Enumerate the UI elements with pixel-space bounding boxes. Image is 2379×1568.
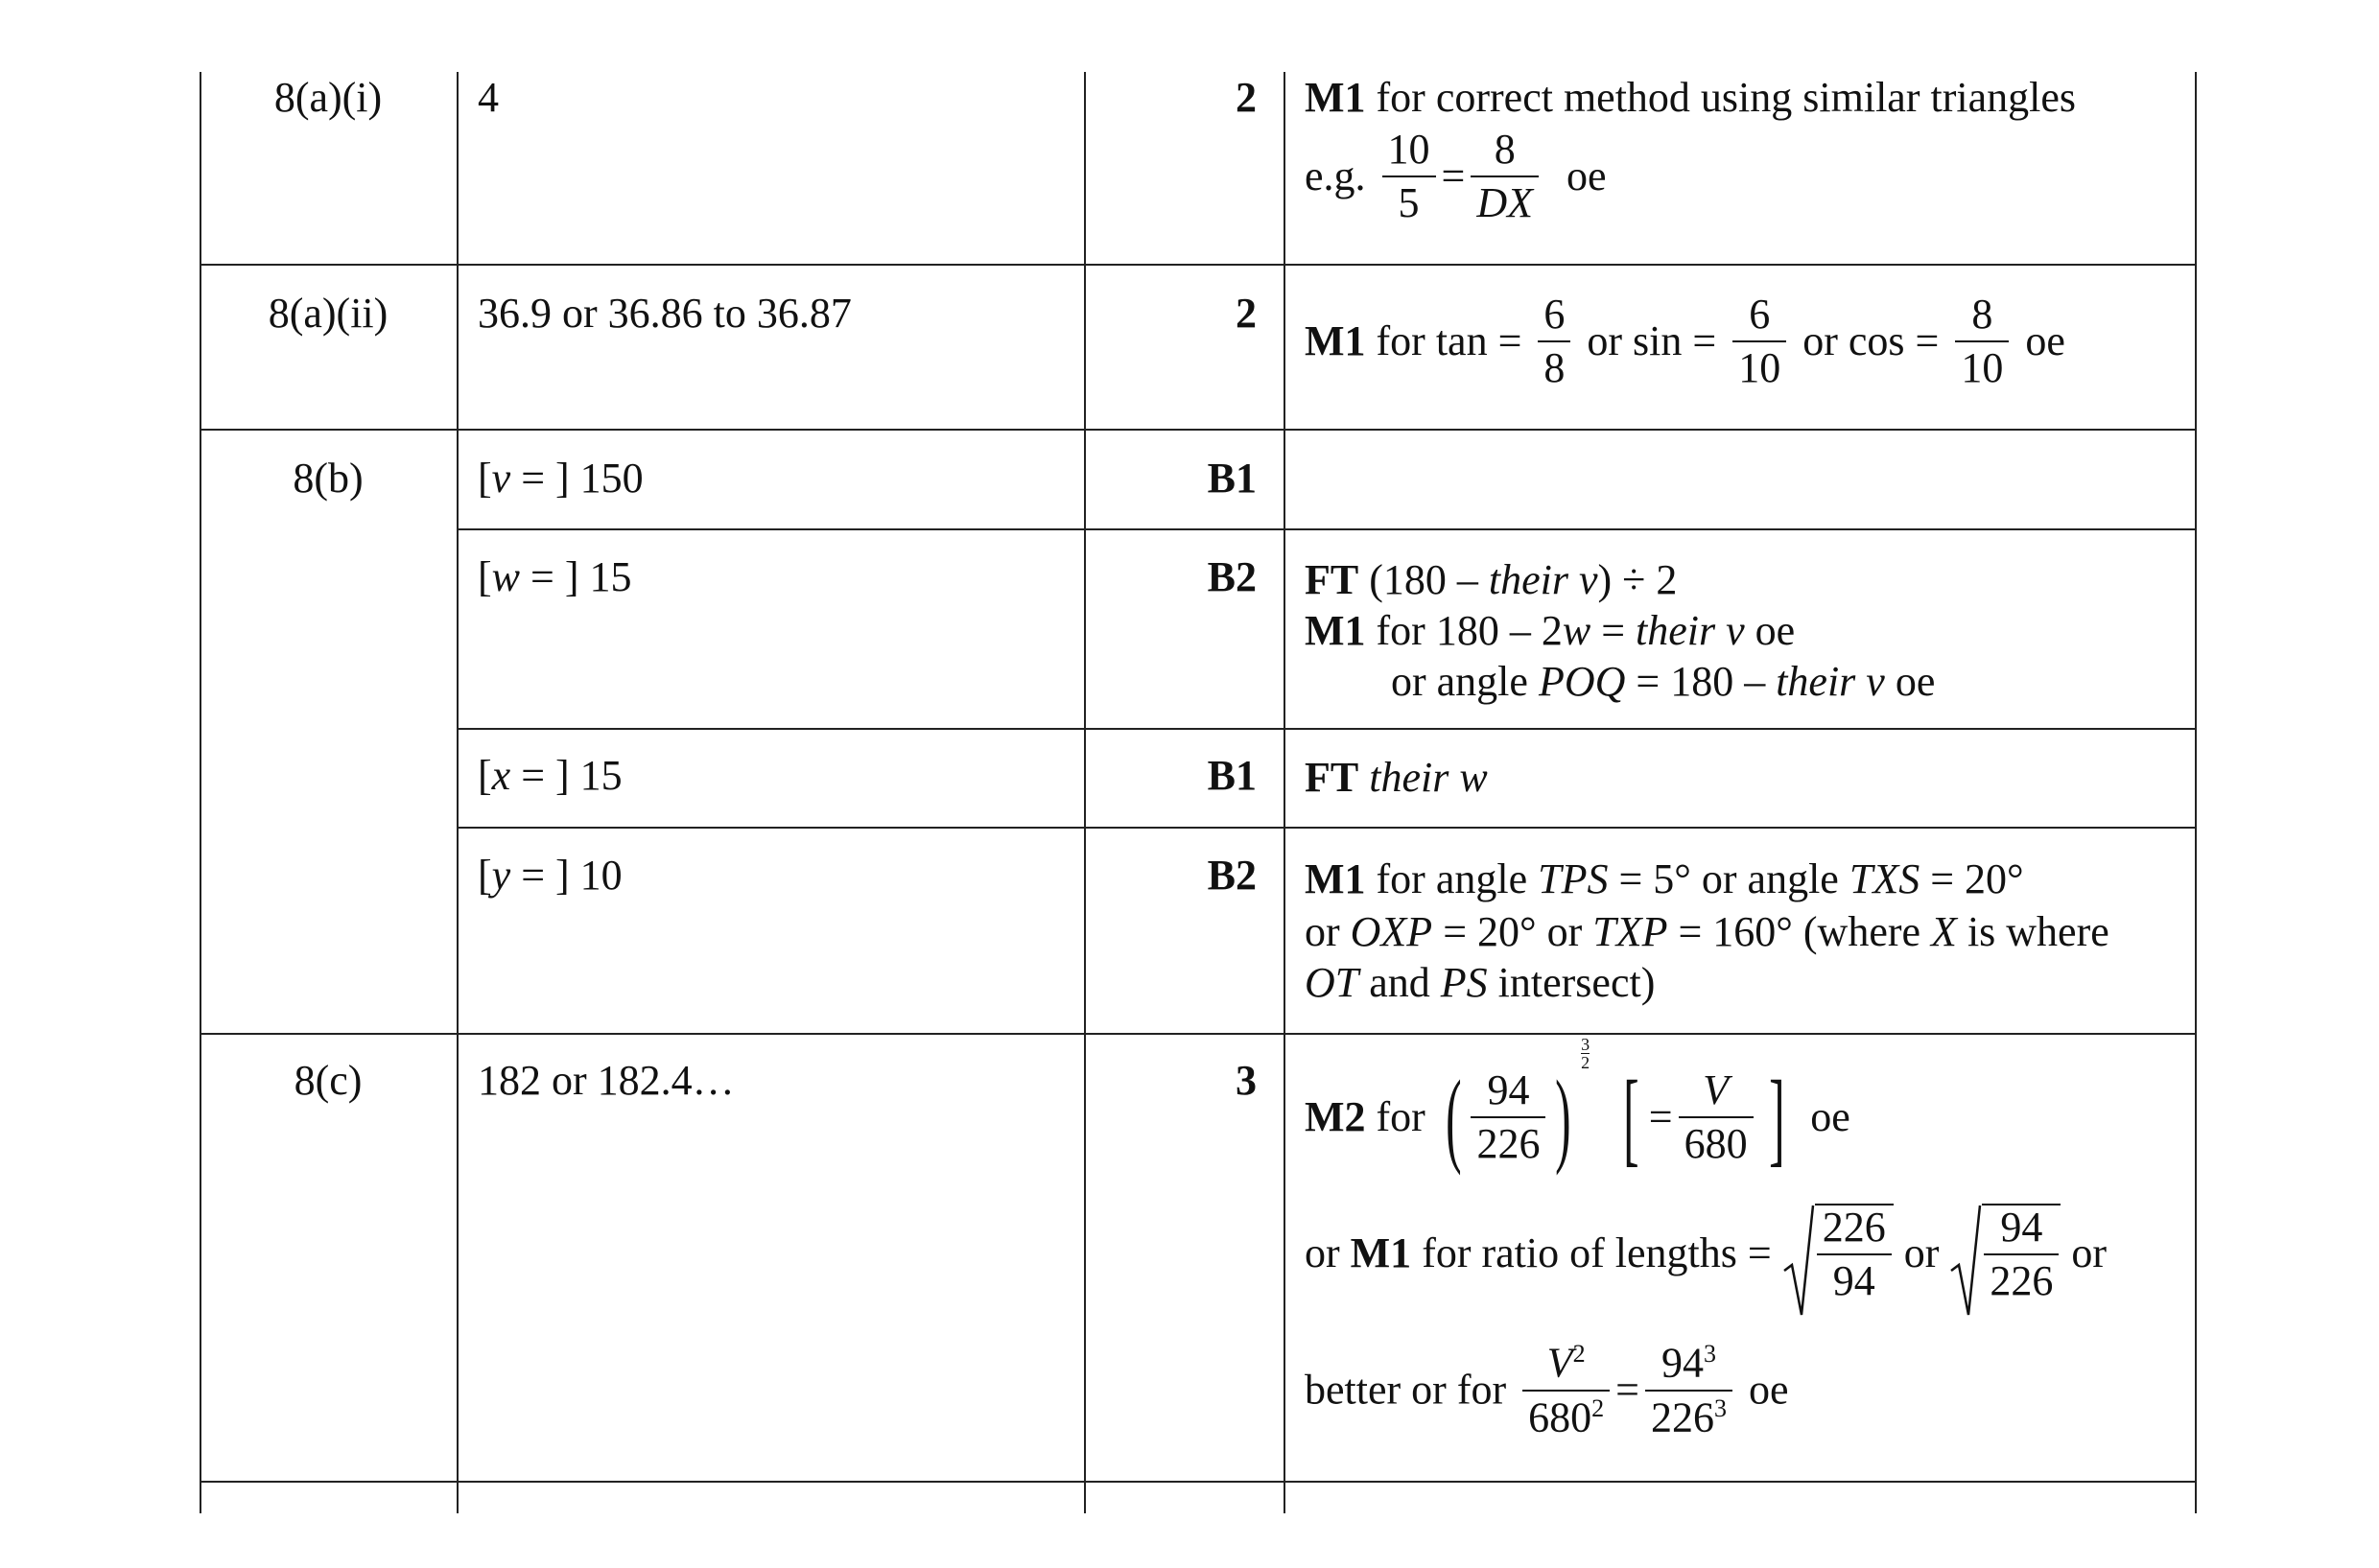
fraction-numerator: V xyxy=(1703,1065,1730,1113)
square-root xyxy=(1782,1204,1894,1303)
fraction-denominator: 680 xyxy=(1679,1116,1754,1166)
mark-code: FT xyxy=(1305,556,1359,603)
answer-bracket: [ xyxy=(478,455,492,502)
guidance-text: for correct method using similar triangles xyxy=(1365,74,2076,121)
row-divider xyxy=(457,827,2195,829)
guidance-text: ) ÷ 2 xyxy=(1597,556,1678,603)
marks: 3 xyxy=(1236,1057,1257,1104)
numerator-exponent: 3 xyxy=(1703,1340,1716,1368)
right-bracket: ] xyxy=(1768,1059,1785,1176)
fraction-denominator: 94 xyxy=(1817,1253,1892,1303)
guidance-text: = 20° xyxy=(1920,855,2024,902)
column-divider-3 xyxy=(1284,72,1285,1513)
guidance-line xyxy=(1305,293,2065,390)
marks: B1 xyxy=(1207,752,1257,799)
fraction-numerator: 94 xyxy=(1487,1065,1530,1113)
numerator-base: 94 xyxy=(1661,1339,1704,1387)
radical-sign-icon xyxy=(1949,1204,1982,1319)
marks: 2 xyxy=(1236,290,1257,337)
fraction-numerator: 226 xyxy=(1822,1204,1886,1251)
fraction xyxy=(1817,1205,1892,1303)
fraction-numerator xyxy=(1522,1341,1610,1390)
numerator-exponent: 2 xyxy=(1572,1340,1586,1368)
denominator-exponent: 2 xyxy=(1591,1393,1605,1422)
guidance-line xyxy=(1305,1341,1788,1440)
mark-code: FT xyxy=(1305,754,1359,801)
answer xyxy=(478,551,631,603)
answer-variable: v xyxy=(491,455,511,502)
guidance-text: TPS xyxy=(1538,855,1609,902)
question-number: 8(c) xyxy=(294,1057,363,1104)
oe-label: oe xyxy=(1748,1366,1789,1414)
guidance-text: their v xyxy=(1488,556,1598,603)
oe-label: oe xyxy=(2025,316,2065,364)
guidance-text: oe xyxy=(1884,658,1936,705)
guidance-text: or cos = xyxy=(1802,316,1950,364)
guidance-text: for 180 – 2 xyxy=(1365,607,1563,654)
mark-code: M1 xyxy=(1305,607,1366,654)
guidance-text: TXP xyxy=(1592,908,1668,955)
marks: B2 xyxy=(1207,852,1257,899)
equals-sign: = xyxy=(1648,1092,1673,1140)
answer-bracket: [ xyxy=(478,553,492,600)
answer-variable: w xyxy=(491,553,521,600)
square-root xyxy=(1949,1204,2061,1303)
fraction-numerator: 8 xyxy=(1494,126,1516,173)
answer xyxy=(478,750,623,802)
guidance-line xyxy=(1391,656,1935,708)
answer xyxy=(478,850,623,901)
question-number: 8(a)(ii) xyxy=(268,290,389,337)
guidance-text: intersect) xyxy=(1487,959,1656,1006)
guidance-text: = 20° or xyxy=(1432,908,1593,955)
guidance-text: or angle xyxy=(1391,658,1539,705)
denominator-base: 680 xyxy=(1528,1393,1592,1441)
equals-sign: = xyxy=(1615,1366,1639,1414)
fraction xyxy=(1984,1205,2059,1303)
fraction-denominator: 8 xyxy=(1538,340,1570,390)
column-divider-1 xyxy=(457,72,459,1513)
fraction-numerator: 6 xyxy=(1749,291,1771,338)
guidance-text: = 180 – xyxy=(1625,658,1777,705)
fraction xyxy=(1679,1065,1754,1167)
guidance-text: OT xyxy=(1305,959,1359,1006)
denominator-base: 226 xyxy=(1650,1393,1714,1441)
oe-label: oe xyxy=(1810,1092,1850,1140)
mark-code: M1 xyxy=(1305,316,1366,364)
answer-value: = ] 10 xyxy=(510,852,623,899)
row-divider xyxy=(200,264,2195,266)
guidance-text: TXS xyxy=(1849,855,1920,902)
fraction-denominator xyxy=(1645,1390,1732,1440)
guidance-text: for ratio of lengths = xyxy=(1411,1229,1782,1276)
row-divider xyxy=(200,1481,2195,1483)
fraction xyxy=(1645,1341,1732,1440)
guidance-text: PS xyxy=(1440,959,1488,1006)
guidance-text: = 160° (where xyxy=(1667,908,1932,955)
guidance-text: is where xyxy=(1956,908,2109,955)
fraction-numerator: 6 xyxy=(1543,291,1566,338)
answer: 182 or 182.4… xyxy=(478,1057,735,1104)
guidance-line xyxy=(1305,605,1795,657)
mark-code: M1 xyxy=(1305,855,1366,902)
guidance-text: and xyxy=(1358,959,1441,1006)
guidance-text: or xyxy=(1305,908,1351,955)
mark-code: M1 xyxy=(1350,1229,1412,1276)
guidance-text: their v xyxy=(1636,607,1745,654)
guidance-text: or sin = xyxy=(1587,316,1728,364)
guidance-text: their w xyxy=(1358,754,1488,801)
guidance-line xyxy=(1305,72,2076,124)
right-parenthesis: ) xyxy=(1555,1059,1572,1176)
guidance-text: their v xyxy=(1776,658,1885,705)
fraction-denominator: 10 xyxy=(1732,340,1786,390)
answer: 4 xyxy=(478,74,499,121)
fraction xyxy=(1471,1065,1545,1167)
answer-value: = ] 15 xyxy=(520,553,632,600)
answer xyxy=(478,453,644,504)
fraction xyxy=(1522,1341,1610,1440)
fraction xyxy=(1382,128,1436,225)
table-border-right xyxy=(2195,72,2197,1513)
guidance-text: OXP xyxy=(1350,908,1433,955)
exponent-denominator: 2 xyxy=(1581,1053,1590,1072)
radical-sign-icon xyxy=(1782,1204,1815,1319)
guidance-line xyxy=(1305,957,1655,1009)
answer-variable: y xyxy=(491,852,511,899)
fraction-denominator: 10 xyxy=(1955,340,2009,390)
denominator-exponent: 3 xyxy=(1713,1393,1727,1422)
fraction-numerator: 94 xyxy=(2000,1204,2043,1251)
guidance-text: X xyxy=(1931,908,1957,955)
answer: 36.9 or 36.86 to 36.87 xyxy=(478,290,852,337)
answer-bracket: [ xyxy=(478,852,492,899)
guidance-text: w xyxy=(1562,607,1591,654)
guidance-text: or xyxy=(1305,1229,1351,1276)
answer-variable: x xyxy=(491,752,511,799)
guidance-text: for tan = xyxy=(1365,316,1533,364)
row-divider xyxy=(200,1033,2195,1035)
fraction xyxy=(1955,293,2009,390)
row-divider xyxy=(457,728,2195,730)
fraction-denominator: 226 xyxy=(1984,1253,2059,1303)
guidance-example xyxy=(1305,128,1607,225)
left-parenthesis: ( xyxy=(1445,1059,1462,1176)
exponent-numerator: 3 xyxy=(1581,1035,1590,1054)
answer-bracket: [ xyxy=(478,752,492,799)
marks: B2 xyxy=(1207,553,1257,600)
fraction-denominator: 226 xyxy=(1471,1116,1545,1166)
radicand xyxy=(1982,1204,2061,1303)
guidance-line xyxy=(1305,906,2109,958)
mark-code: M2 xyxy=(1305,1092,1366,1140)
row-divider xyxy=(200,429,2195,431)
fraction-denominator: 5 xyxy=(1382,176,1436,225)
guidance-line xyxy=(1305,854,2024,905)
guidance-text: oe xyxy=(1744,607,1796,654)
oe-label: oe xyxy=(1566,152,1607,199)
radicand xyxy=(1815,1204,1894,1303)
answer-value: = ] 15 xyxy=(510,752,623,799)
fraction-denominator xyxy=(1522,1390,1610,1440)
guidance-line xyxy=(1305,1035,1850,1176)
guidance-line xyxy=(1305,554,1677,606)
guidance-line xyxy=(1305,1204,2107,1303)
row-divider xyxy=(457,528,2195,530)
answer-value: = ] 150 xyxy=(510,455,644,502)
guidance-text: for xyxy=(1365,1092,1436,1140)
fraction-numerator xyxy=(1645,1341,1732,1390)
fraction xyxy=(1732,293,1786,390)
guidance-text: for angle xyxy=(1365,855,1539,902)
guidance-text: better or for xyxy=(1305,1366,1518,1414)
guidance-text: or xyxy=(1903,1229,1950,1276)
guidance-text: POQ xyxy=(1538,658,1626,705)
marks: 2 xyxy=(1236,74,1257,121)
question-number: 8(a)(i) xyxy=(273,74,383,121)
guidance-line xyxy=(1305,752,1488,804)
exponent-fraction xyxy=(1581,1036,1590,1071)
fraction-numerator: 8 xyxy=(1971,291,1993,338)
mark-code: M1 xyxy=(1305,74,1366,121)
equals-sign: = xyxy=(1441,152,1466,199)
guidance-text: (180 – xyxy=(1358,556,1489,603)
fraction-numerator: 10 xyxy=(1387,126,1430,173)
question-number: 8(b) xyxy=(293,455,364,502)
numerator-base: V xyxy=(1546,1339,1573,1387)
left-bracket: [ xyxy=(1623,1059,1639,1176)
fraction-denominator: DX xyxy=(1471,176,1539,225)
fraction xyxy=(1538,293,1570,390)
fraction xyxy=(1471,128,1539,225)
guidance-text: = xyxy=(1590,607,1637,654)
guidance-text: or xyxy=(2071,1229,2108,1276)
guidance-text: = 5° or angle xyxy=(1608,855,1849,902)
eg-label: e.g. xyxy=(1305,152,1366,199)
marks: B1 xyxy=(1207,455,1257,502)
